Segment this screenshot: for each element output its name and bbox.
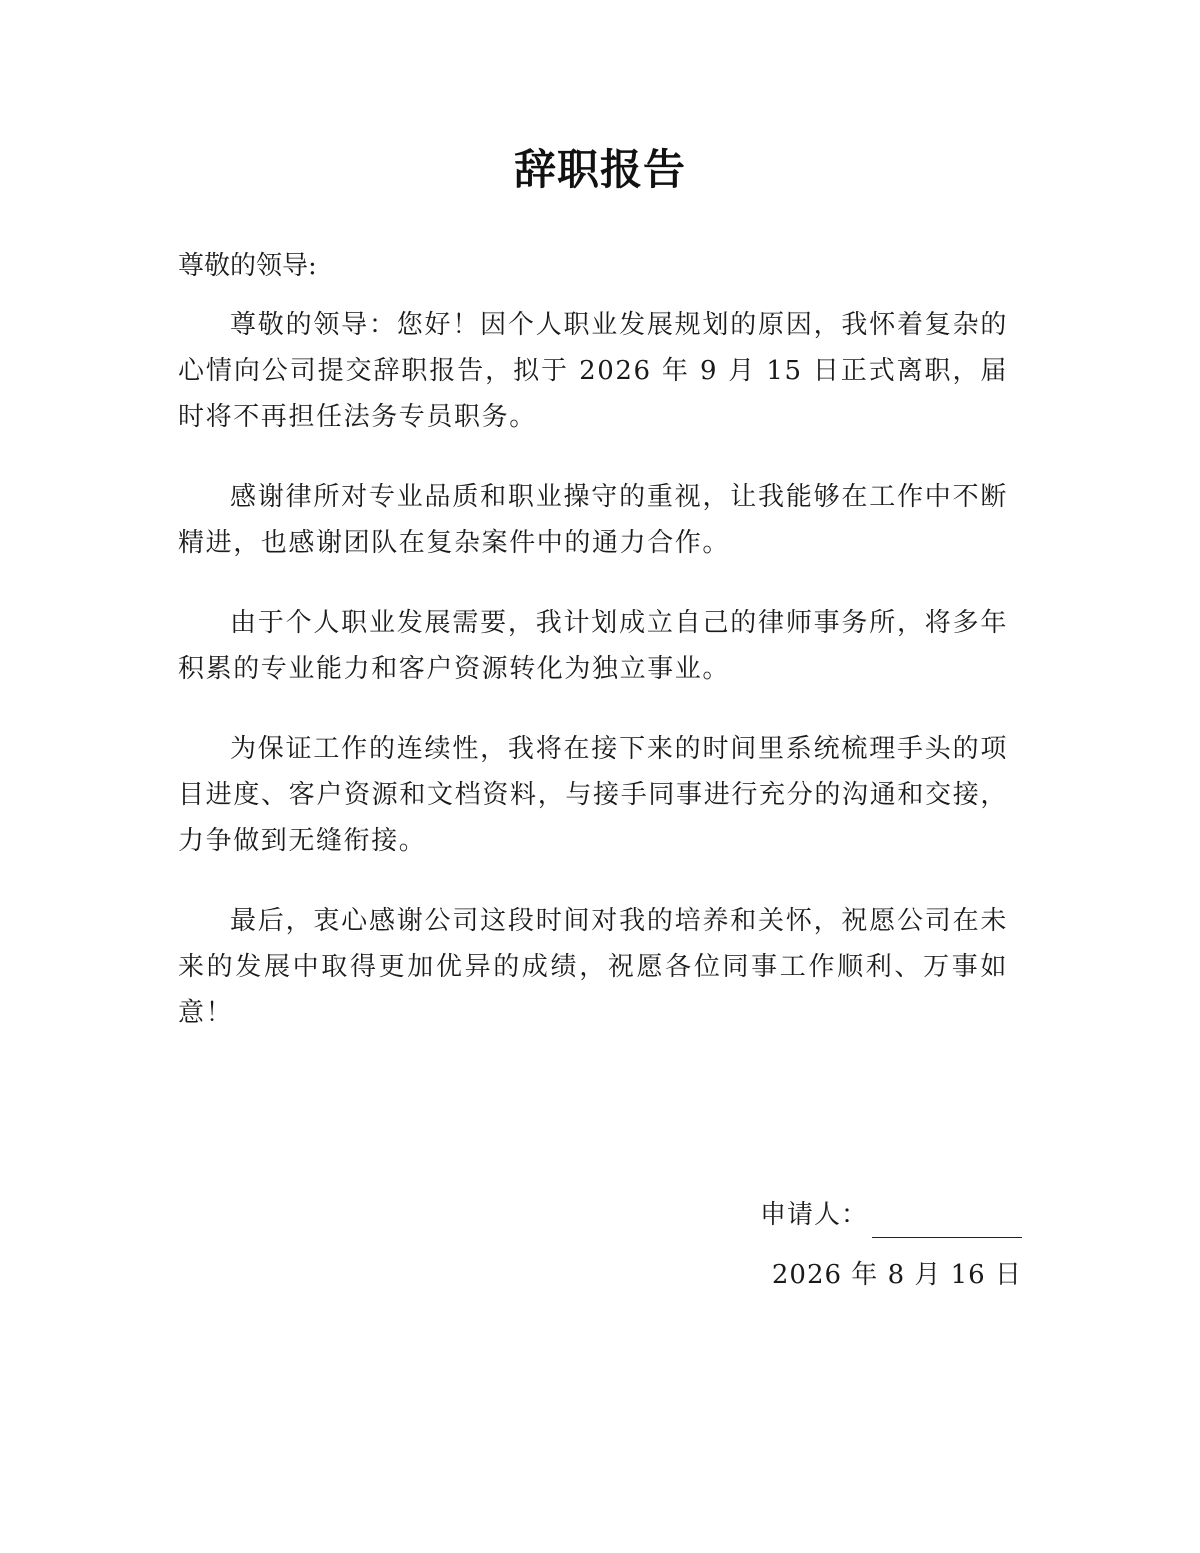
date: 2026 年 8 月 16 日 <box>771 1260 1022 1290</box>
signature-line <box>872 1205 1022 1238</box>
signature-label: 申请人： <box>759 1200 868 1230</box>
paragraph-thanks: 感谢律所对专业品质和职业操守的重视，让我能够在工作中不断精进，也感谢团队在复杂案件中的通力合作。 <box>178 482 1008 558</box>
paragraph-closing: 最后，衷心感谢公司这段时间对我的培养和关怀，祝愿公司在未来的发展中取得更加优异的成绩，祝愿各位同事工作顺利、万事如意！ <box>178 906 1008 1028</box>
paragraph-greeting: 尊敬的领导：您好！因个人职业发展规划的原因，我怀着复杂的心情向公司提交辞职报告，拟于 2026 年 9 月 15 日正式离职，届时将不再担任法务专员职务。 <box>178 310 1008 432</box>
paragraph-handover: 为保证工作的连续性，我将在接下来的时间里系统梳理手头的项目进度、客户资源和文档资料，与接手同事进行充分的沟通和交接，力争做到无缝衔接。 <box>178 734 1008 856</box>
salutation: 尊敬的领导: <box>178 251 317 281</box>
signature-block <box>760 1192 1022 1238</box>
letter-body <box>178 302 1008 1070</box>
paragraph-reason: 由于个人职业发展需要，我计划成立自己的律师事务所，将多年积累的专业能力和客户资源转化为独立事业。 <box>178 608 1008 684</box>
document-title: 辞职报告 <box>513 145 686 194</box>
